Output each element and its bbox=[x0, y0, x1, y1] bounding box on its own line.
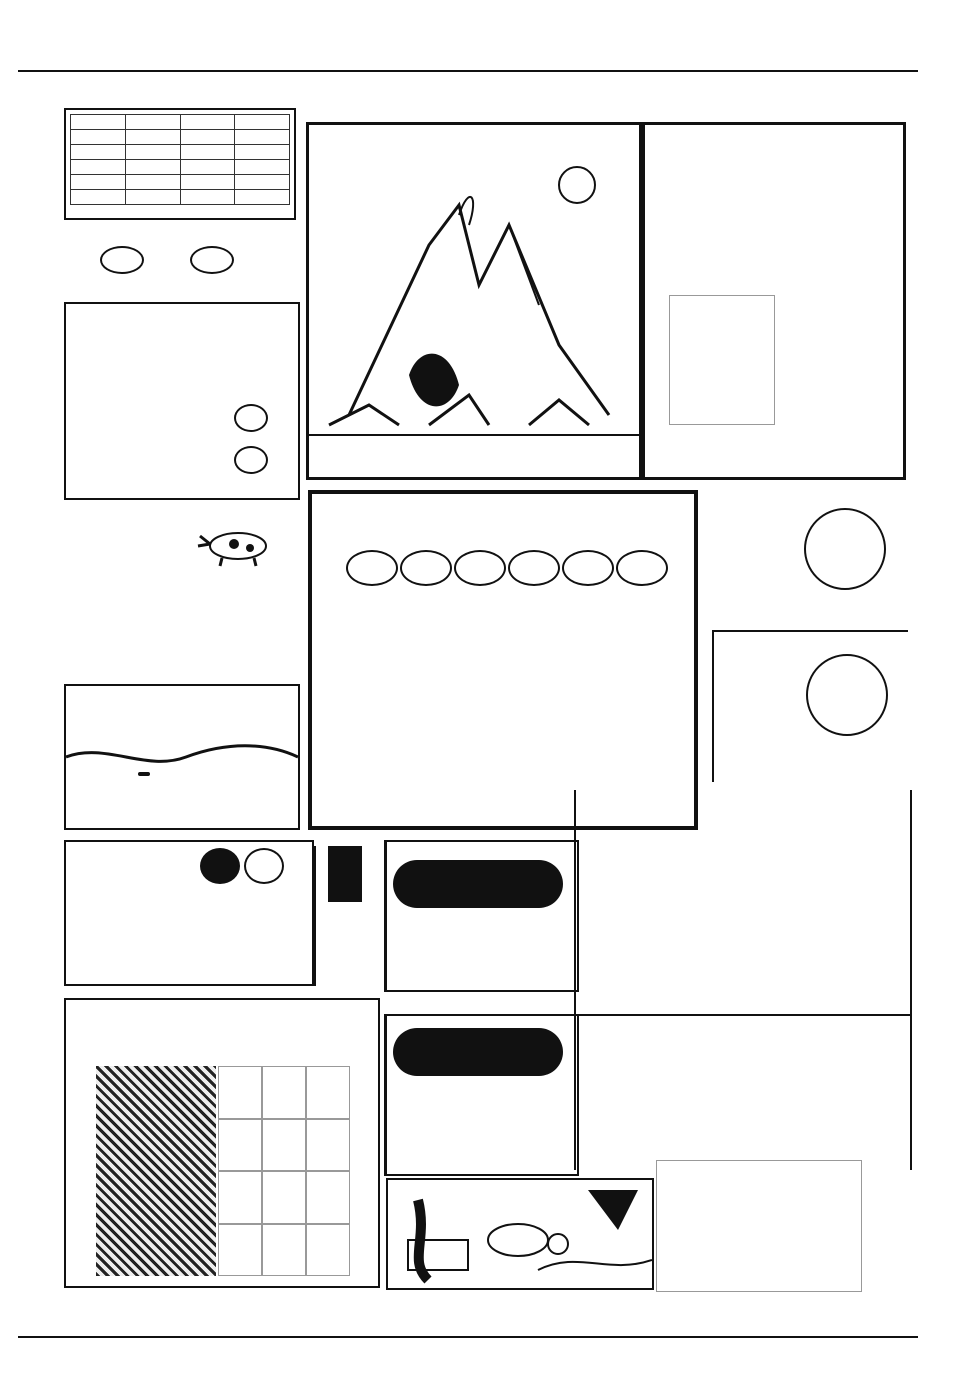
puzzle-piece bbox=[218, 1119, 262, 1172]
wave-divider bbox=[66, 742, 298, 772]
tip-label bbox=[328, 846, 362, 902]
xuanji-badge bbox=[200, 848, 240, 884]
computer-number bbox=[346, 550, 398, 586]
puzzle-piece bbox=[262, 1066, 306, 1119]
zodiac-puzzle-box bbox=[64, 998, 380, 1288]
table-header bbox=[235, 115, 290, 130]
hot-cold-table bbox=[70, 114, 290, 205]
total-score-box bbox=[384, 840, 579, 992]
table-header bbox=[125, 115, 180, 130]
contribution-badge bbox=[138, 772, 150, 776]
puzzle-piece bbox=[306, 1224, 350, 1277]
buy-section bbox=[574, 790, 912, 1170]
puzzle-piece bbox=[218, 1224, 262, 1277]
puzzle-piece bbox=[262, 1119, 306, 1172]
computer-number bbox=[508, 550, 560, 586]
xuanji-box bbox=[64, 840, 314, 986]
computer-number-row bbox=[346, 550, 668, 586]
hot-cold-table-box bbox=[64, 108, 296, 220]
liuhe-xuanji-box bbox=[642, 122, 906, 480]
tip-rule bbox=[314, 846, 322, 986]
landscape-illustration-box bbox=[306, 122, 642, 480]
table-row bbox=[71, 130, 290, 145]
special-open-box bbox=[384, 1014, 579, 1176]
cold-number bbox=[100, 246, 144, 274]
puzzle-grid bbox=[218, 1066, 350, 1276]
buy-divider bbox=[576, 1014, 910, 1016]
special-code-number bbox=[234, 404, 268, 432]
table-header bbox=[180, 115, 235, 130]
special-code-number bbox=[234, 446, 268, 474]
hot-number bbox=[190, 246, 234, 274]
puzzle-piece bbox=[306, 1119, 350, 1172]
bottom-note-box bbox=[656, 1160, 862, 1292]
liuhe-poem bbox=[669, 295, 775, 425]
computer-number bbox=[400, 550, 452, 586]
bottom-illustration-box bbox=[386, 1178, 654, 1290]
puzzle-piece bbox=[262, 1171, 306, 1224]
puzzle-piece bbox=[218, 1066, 262, 1119]
stat-number bbox=[804, 508, 886, 590]
footer-rule bbox=[18, 1336, 918, 1338]
table-header bbox=[71, 115, 126, 130]
lucky-section bbox=[64, 508, 302, 678]
table-row bbox=[71, 145, 290, 160]
puzzle-image bbox=[96, 1066, 216, 1276]
table-row bbox=[71, 190, 290, 205]
header-rule bbox=[18, 70, 918, 72]
puzzle-piece bbox=[306, 1171, 350, 1224]
computer-number bbox=[616, 550, 668, 586]
computer-number bbox=[454, 550, 506, 586]
mountain-illustration bbox=[309, 125, 639, 477]
ox-scene-illustration bbox=[388, 1180, 652, 1288]
special-code-box bbox=[64, 302, 300, 500]
stat-number bbox=[806, 654, 888, 736]
contribution-box bbox=[64, 684, 300, 830]
total-score-pill bbox=[393, 860, 563, 908]
table-row bbox=[71, 160, 290, 175]
table-row bbox=[71, 175, 290, 190]
ox-icon bbox=[194, 522, 278, 568]
special-open-pill bbox=[393, 1028, 563, 1076]
puzzle-piece bbox=[218, 1171, 262, 1224]
xuanji-badge bbox=[244, 848, 284, 884]
puzzle-piece bbox=[262, 1224, 306, 1277]
computer-analysis-box bbox=[308, 490, 698, 830]
puzzle-piece bbox=[306, 1066, 350, 1119]
computer-number bbox=[562, 550, 614, 586]
